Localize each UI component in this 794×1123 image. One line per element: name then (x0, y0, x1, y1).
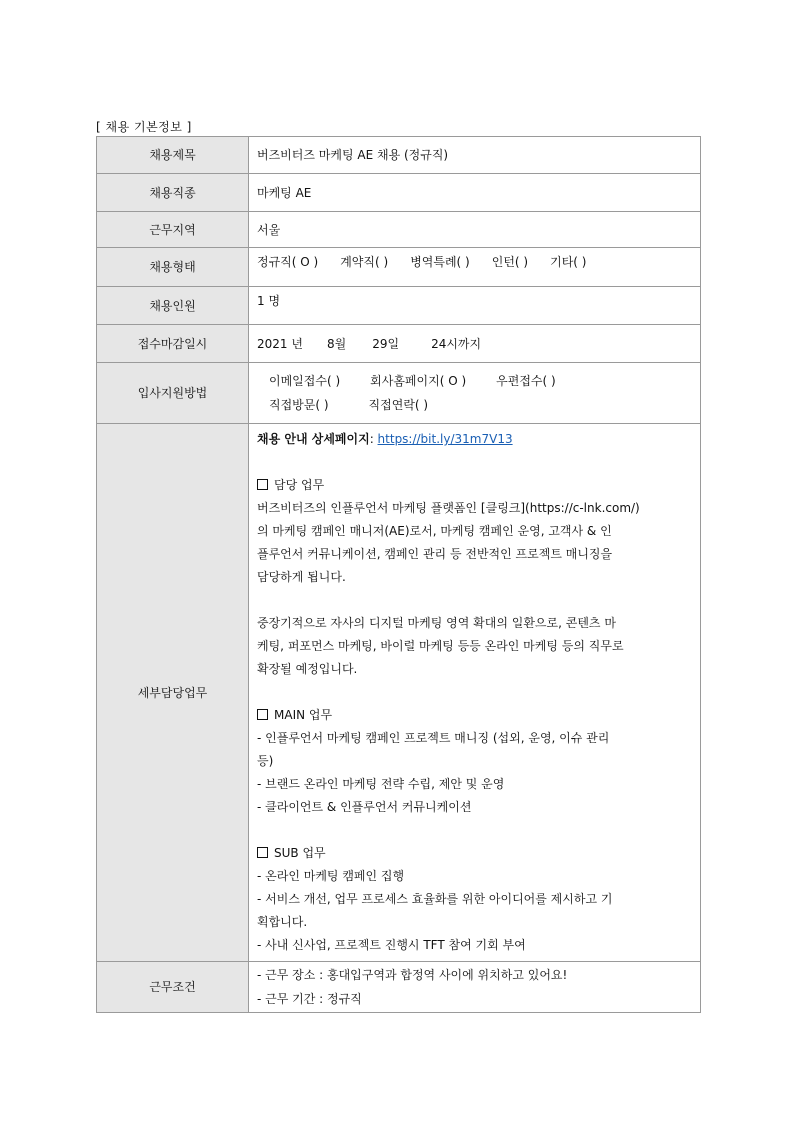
sub-heading: SUB 업무 (257, 842, 694, 865)
label-location: 근무지역 (97, 212, 249, 248)
row-type (97, 248, 701, 287)
duty-line: 담당하게 됩니다. (257, 570, 346, 584)
deadline-time: 24시까지 (431, 336, 482, 351)
sub-line: - 서비스 개선, 업무 프로세스 효율화를 위한 아이디어를 제시하고 기 (257, 892, 613, 906)
label-conditions: 근무조건 (97, 962, 249, 1013)
main-line: - 브랜드 온라인 마케팅 전략 수립, 제안 및 운영 (257, 777, 505, 791)
future-line: 케팅, 퍼포먼스 마케팅, 바이럴 마케팅 등등 온라인 마케팅 등의 직무로 (257, 639, 624, 653)
apply-contact: 직접연락( ) (368, 398, 429, 412)
sub-line: - 온라인 마케팅 캠페인 집행 (257, 869, 405, 883)
duty-line: 의 마케팅 캠페인 매니저(AE)로서, 마케팅 캠페인 운영, 고객사 & 인 (257, 524, 612, 538)
main-line: - 인플루언서 마케팅 캠페인 프로젝트 매니징 (섭외, 운영, 이슈 관리 (257, 731, 610, 745)
apply-homepage: 회사홈페이지( O ) (370, 374, 467, 388)
label-title: 채용제목 (97, 137, 249, 174)
condition-line: - 근무 기간 : 정규직 (257, 992, 362, 1006)
type-other: 기타( ) (550, 255, 587, 269)
label-type: 채용형태 (97, 248, 249, 287)
deadline-day: 29일 (372, 336, 400, 351)
future-line: 확장될 예정입니다. (257, 662, 358, 676)
main-line: - 클라이언트 & 인플루언서 커뮤니케이션 (257, 800, 472, 814)
value-headcount: 1 명 (249, 287, 701, 325)
apply-email: 이메일접수( ) (269, 374, 341, 388)
row-location (97, 212, 701, 248)
value-apply (249, 363, 701, 424)
value-job: 마케팅 AE (249, 174, 701, 212)
checkbox-icon (257, 479, 268, 490)
main-heading: MAIN 업무 (257, 704, 694, 727)
label-job: 채용직종 (97, 174, 249, 212)
detail-link-line (257, 428, 694, 451)
duty-line: 버즈비터즈의 인플루언서 마케팅 플랫폼인 [클링크](https://c-lnk.com/) (257, 501, 640, 515)
main-line: 등) (257, 754, 274, 768)
row-deadline (97, 325, 701, 363)
deadline-year: 2021 년 (257, 336, 303, 351)
row-headcount (97, 287, 701, 325)
type-military: 병역특례( ) (410, 255, 470, 269)
type-intern: 인턴( ) (491, 255, 529, 269)
type-contract: 계약직( ) (340, 255, 389, 269)
value-title: 버즈비터즈 마케팅 AE 채용 (정규직) (249, 137, 701, 174)
section-title: [ 채용 기본정보 ] (96, 120, 192, 134)
detail-page-link[interactable]: https://bit.ly/31m7V13 (377, 432, 513, 446)
duty-line: 플루언서 커뮤니케이션, 캠페인 관리 등 전반적인 프로젝트 매니징을 (257, 547, 613, 561)
recruitment-info-table (96, 136, 701, 1013)
label-deadline: 접수마감일시 (97, 325, 249, 363)
condition-line: - 근무 장소 : 홍대입구역과 합정역 사이에 위치하고 있어요! (257, 968, 568, 982)
sub-line: - 사내 신사업, 프로젝트 진행시 TFT 참여 기회 부여 (257, 938, 526, 952)
label-headcount: 채용인원 (97, 287, 249, 325)
detail-link-sep: : (369, 432, 378, 446)
label-detail: 세부담당업무 (97, 424, 249, 962)
apply-mail: 우편접수( ) (496, 374, 556, 388)
value-deadline (249, 325, 701, 363)
checkbox-icon (257, 847, 268, 858)
row-title (97, 137, 701, 174)
row-detail (97, 424, 701, 962)
duty-heading: 담당 업무 (257, 474, 694, 497)
value-detail (249, 424, 701, 962)
row-conditions (97, 962, 701, 1013)
detail-link-label: 채용 안내 상세페이지 (257, 432, 370, 446)
value-conditions (249, 962, 701, 1013)
future-line: 중장기적으로 자사의 디지털 마케팅 영역 확대의 일환으로, 콘텐츠 마 (257, 616, 616, 630)
sub-line: 획합니다. (257, 915, 308, 929)
checkbox-icon (257, 709, 268, 720)
value-location: 서울 (249, 212, 701, 248)
deadline-month: 8월 (326, 336, 347, 351)
value-type (249, 248, 701, 287)
apply-visit: 직접방문( ) (269, 398, 329, 412)
row-apply (97, 363, 701, 424)
type-fulltime: 정규직( O ) (257, 255, 319, 269)
row-job (97, 174, 701, 212)
label-apply: 입사지원방법 (97, 363, 249, 424)
